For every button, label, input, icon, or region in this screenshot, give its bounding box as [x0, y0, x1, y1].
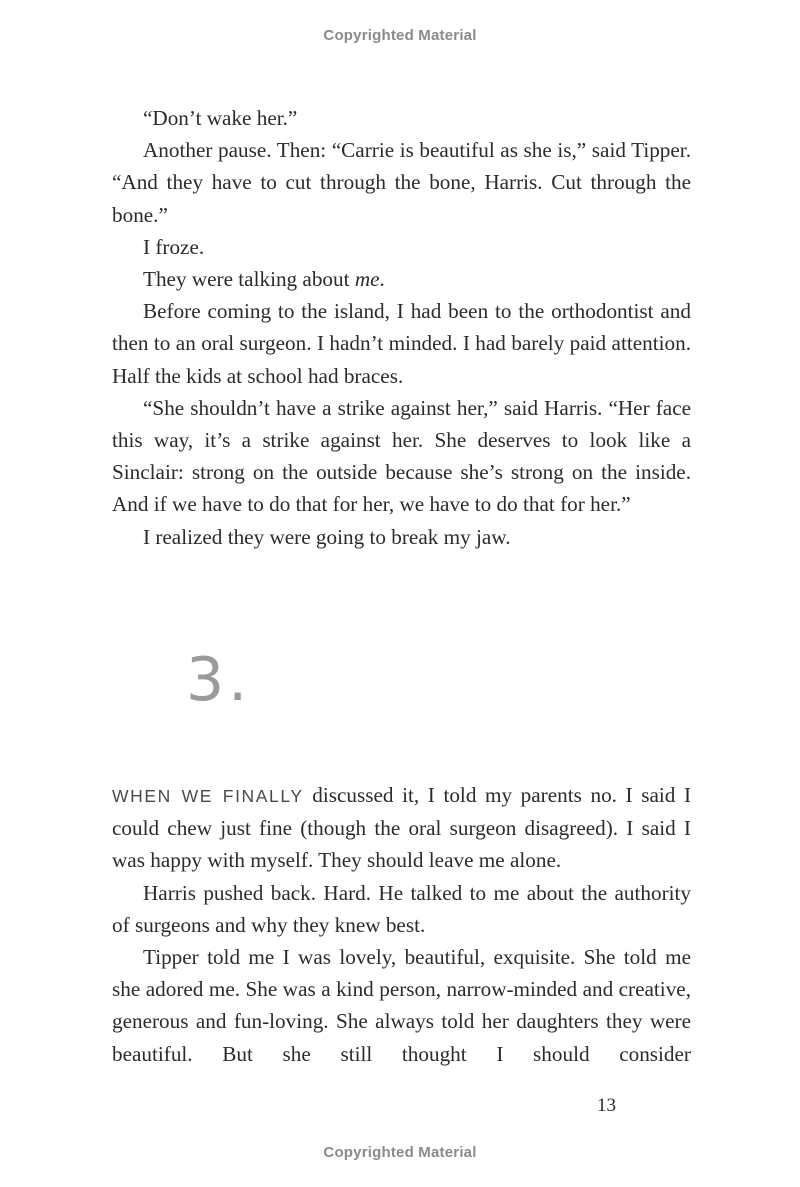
paragraph-text: discussed it, I told my parents no. I said I could chew just fine (though the oral surgeon disagreed). I said I was happy with myself. They should leave me alone. — [112, 783, 691, 873]
paragraph: Tipper told me I was lovely, beautiful, exquisite. She told me she adored me. She was a kind person, narrow-minded and creative, generous and fun-loving. She always told her daughters they were beautiful. But she still thought I should consider — [112, 945, 691, 1066]
paragraph: I froze. — [143, 234, 205, 259]
paragraph-text: . — [379, 267, 385, 292]
paragraph — [112, 779, 691, 877]
paragraph: “Don’t wake her.” — [143, 106, 298, 130]
paragraph — [112, 263, 691, 295]
emphasized-word: me — [354, 267, 380, 292]
body-text-section-1 — [112, 102, 691, 553]
paragraph: Another pause. Then: “Carrie is beautiful as she is,” said Tipper. “And they have to cut through the bone, Harris. Cut through the bone.” — [112, 138, 691, 227]
paragraph-text: They were talking about — [143, 267, 355, 292]
copyright-watermark-top: Copyrighted Material — [323, 27, 477, 44]
copyright-watermark-bottom: Copyrighted Material — [323, 1144, 477, 1161]
paragraph: “She shouldn’t have a strike against her,” said Harris. “Her face this way, it’s a strike against her. She deserves to look like a Sinclair: strong on the outside because she’s strong on the inside. And if we have to do that for her, we have to do that for her.” — [112, 395, 691, 517]
page-number: 13 — [597, 1095, 616, 1116]
chapter-number: 3. — [186, 645, 252, 715]
chapter-opening-smallcaps: WHEN WE FINALLY — [112, 786, 304, 806]
paragraph: Harris pushed back. Hard. He talked to me about the authority of surgeons and why they knew best. — [112, 880, 691, 937]
paragraph: I realized they were going to break my jaw. — [143, 524, 511, 549]
paragraph: Before coming to the island, I had been to the orthodontist and then to an oral surgeon. I hadn’t minded. I had barely paid attention. Half the kids at school had braces. — [112, 299, 691, 388]
body-text-section-2 — [112, 779, 691, 1070]
